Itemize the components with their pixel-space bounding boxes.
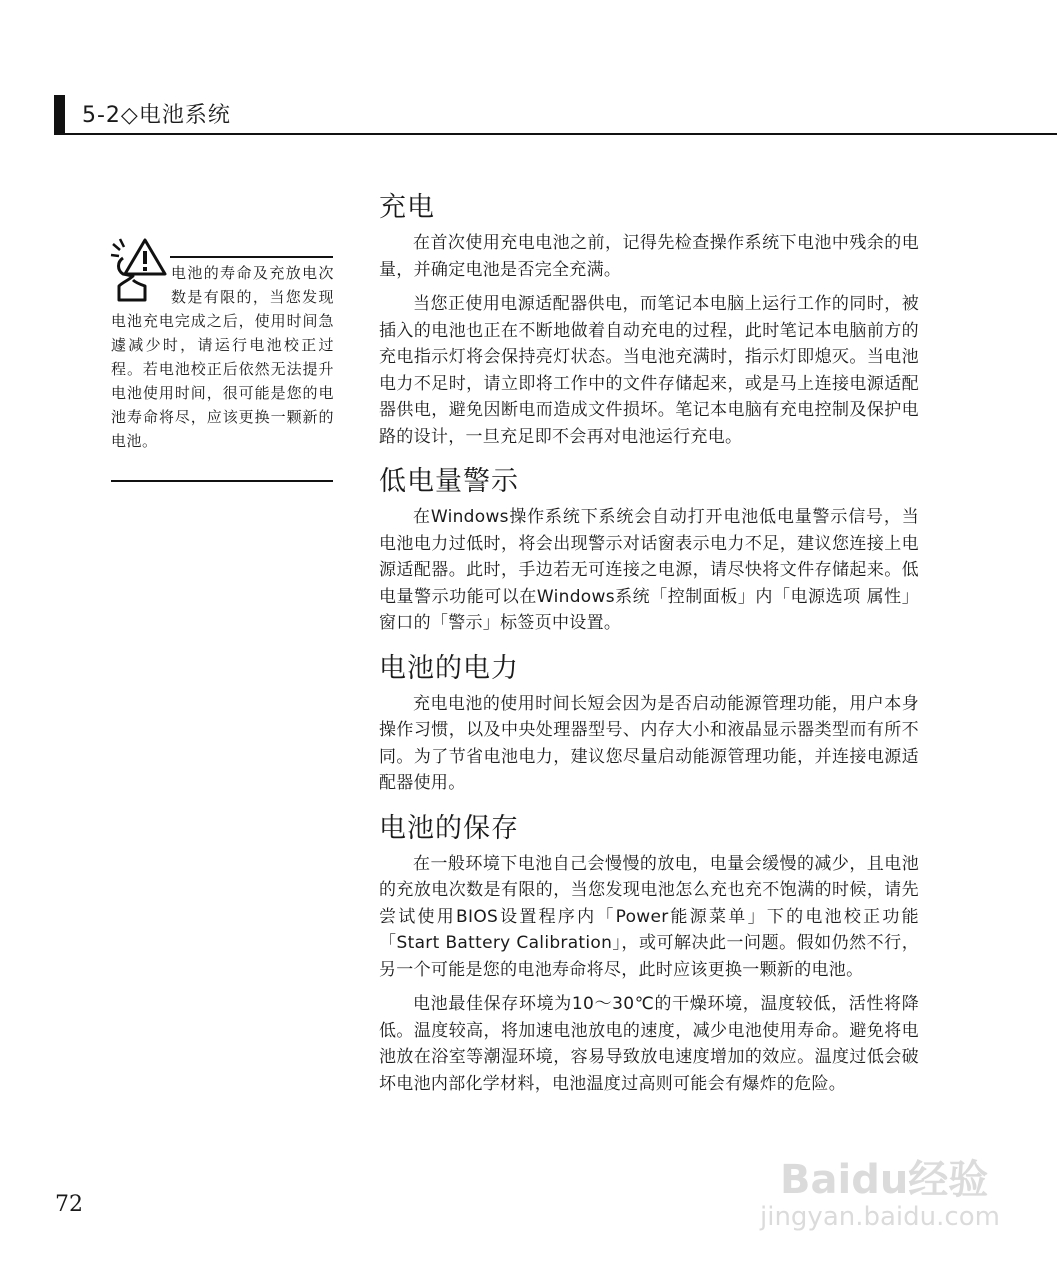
- side-note-text: 电池的寿命及充放电次数是有限的，当您发现电池充电完成之后，使用时间急遽减少时，请运行电池校正过程。若电池校正后依然无法提升电池使用时间，很可能是您的电池寿命将尽，应该更换一颗新的电池。: [111, 264, 334, 450]
- paragraph: 当您正使用电源适配器供电，而笔记本电脑上运行工作的同时，被插入的电池也正在不断地做着自动充电的过程，此时笔记本电脑前方的充电指示灯将会保持亮灯状态。当电池充满时，指示灯即熄灭。当电池电力不足时，请立即将工作中的文件存储起来，或是马上连接电源适配器供电，避免因断电而造成文件损坏。笔记本电脑有充电控制及保护电路的设计，一旦充足即不会再对电池运行充电。: [379, 294, 919, 447]
- paragraph: 充电电池的使用时间长短会因为是否启动能源管理功能，用户本身操作习惯，以及中央处理器型号、内存大小和液晶显示器类型而有所不同。为了节省电池电力，建议您尽量启动能源管理功能，并连接电源适配器使用。: [379, 693, 919, 793]
- watermark-url: jingyan.baidu.com: [760, 1202, 1000, 1232]
- section-battery-power: [379, 651, 919, 797]
- section-title: 充电: [379, 192, 435, 223]
- section-low-battery-warning: [379, 464, 919, 637]
- paragraph: 在首次使用充电电池之前，记得先检查操作系统下电池中残余的电量，并确定电池是否完全充满。: [379, 233, 919, 280]
- note-top-rule: [170, 256, 333, 258]
- section-title: 低电量警示: [379, 466, 519, 497]
- side-note: [111, 261, 334, 453]
- paragraph: 在Windows操作系统下系统会自动打开电池低电量警示信号，当电池电力过低时，将会出现警示对话窗表示电力不足，建议您连接上电源适配器。此时，手边若无可连接之电源，请尽快将文件存储起来。低电量警示功能可以在Windows系统「控制面板」内「电源选项 属性」窗口的「警示」标签页中设置。: [379, 507, 919, 633]
- page-header-title: 5-2◇电池系统: [82, 103, 231, 128]
- header-bar: [54, 95, 65, 133]
- page-number: 72: [55, 1192, 83, 1217]
- paragraph: 电池最佳保存环境为10～30℃的干燥环境，温度较低，活性将降低。温度较高，将加速电池放电的速度，减少电池使用寿命。避免将电池放在浴室等潮湿环境，容易导致放电速度增加的效应。温度过低会破坏电池内部化学材料，电池温度过高则可能会有爆炸的危险。: [379, 994, 919, 1094]
- section-title: 电池的保存: [379, 812, 519, 844]
- paragraph: 在一般环境下电池自己会慢慢的放电，电量会缓慢的减少，且电池的充放电次数是有限的，当您发现电池怎么充也充不饱满的时候，请先尝试使用BIOS设置程序内「Power能源菜单」下的电池校正功能「Start Battery Calibration」，或可解决此一问题。假如仍然不行，另一个可能是您的电池寿命将尽，此时应该更换一颗新的电池。: [379, 853, 919, 980]
- watermark-brand: Baidu经验: [780, 1157, 989, 1203]
- baidu-watermark: [760, 1130, 1020, 1240]
- section-charging: [379, 190, 919, 450]
- note-bottom-rule: [111, 480, 333, 482]
- section-title: 电池的电力: [379, 652, 519, 684]
- main-content: [379, 190, 919, 1111]
- section-battery-storage: [379, 811, 919, 1098]
- header-rule: [54, 133, 1057, 135]
